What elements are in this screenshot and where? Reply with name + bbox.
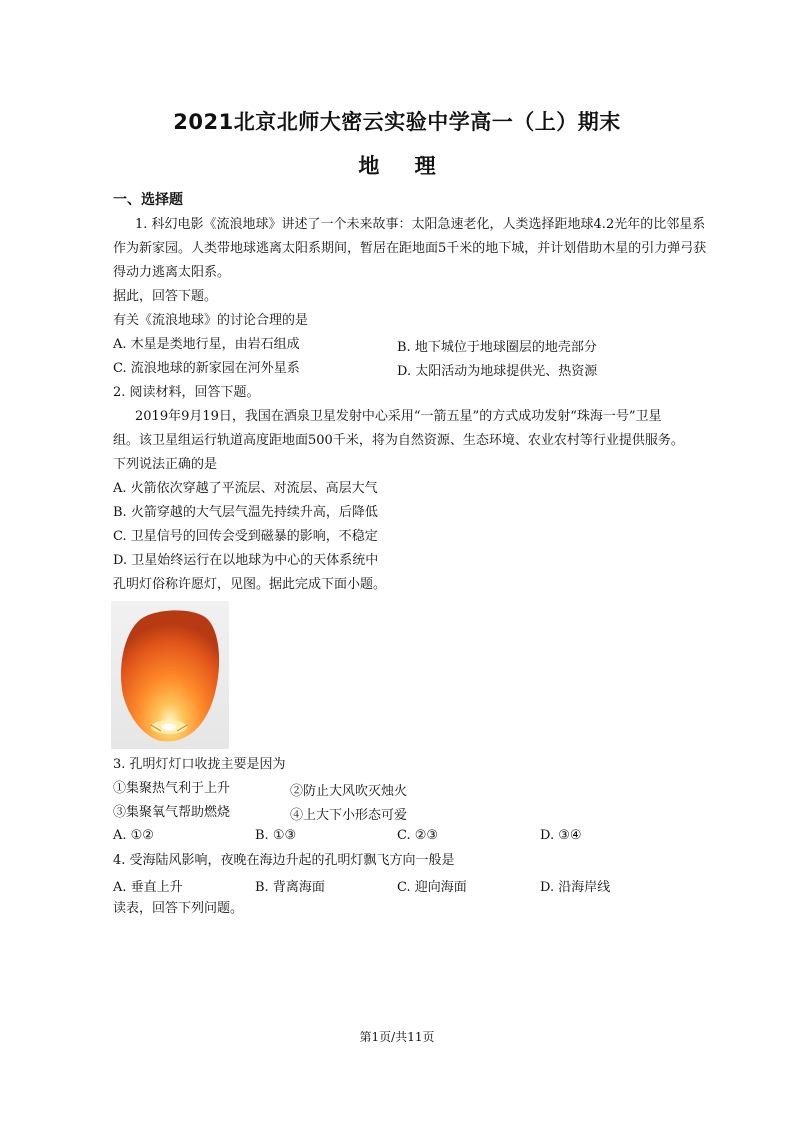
table-intro: 读表，回答下列问题。 xyxy=(113,901,244,916)
subject-title: 地 理 xyxy=(358,154,436,178)
q1-stem-line-1: 1. 科幻电影《流浪地球》讲述了一个未来故事：太阳急速老化，人类选择距地球4.2光年的比邻星系 xyxy=(135,217,706,232)
q1-option-c: C. 流浪地球的新家园在河外星系 xyxy=(113,361,300,376)
q3-option-d: D. ③④ xyxy=(540,828,582,843)
q2-material-line-1: 2019年9月19日，我国在酒泉卫星发射中心采用“一箭五星”的方式成功发射“珠海一号”卫星 xyxy=(135,409,662,424)
q3-item-3: ③集聚氧气帮助燃烧 xyxy=(113,805,231,820)
q4-question: 4. 受海陆风影响，夜晚在海边升起的孔明灯飘飞方向一般是 xyxy=(113,853,455,868)
q2-option-d: D. 卫星始终运行在以地球为中心的天体系统中 xyxy=(113,553,379,568)
section-heading: 一、选择题 xyxy=(113,192,183,208)
q4-option-d: D. 沿海岸线 xyxy=(540,880,611,895)
q1-option-d: D. 太阳活动为地球提供光、热资源 xyxy=(397,364,598,379)
q2-intro: 2. 阅读材料，回答下题。 xyxy=(113,385,260,400)
q3-option-b: B. ①③ xyxy=(255,828,297,843)
q4-option-a: A. 垂直上升 xyxy=(113,880,183,895)
q4-option-b: B. 背离海面 xyxy=(255,880,325,895)
q3-option-c: C. ②③ xyxy=(397,828,439,843)
lantern-intro: 孔明灯俗称许愿灯，见图。据此完成下面小题。 xyxy=(113,577,387,592)
page-number: 第1页/共11页 xyxy=(359,1030,435,1044)
q2-material-line-2: 组。该卫星组运行轨道高度距地面500千米，将为自然资源、生态环境、农业农村等行业提供服务。 xyxy=(113,433,684,448)
sky-lantern-image xyxy=(111,601,229,749)
q3-item-2: ②防止大风吹灭烛火 xyxy=(290,784,408,799)
q3-item-4: ④上大下小形态可爱 xyxy=(290,808,408,823)
q4-option-c: C. 迎向海面 xyxy=(397,880,467,895)
q2-option-b: B. 火箭穿越的大气层气温先持续升高，后降低 xyxy=(113,505,378,520)
q1-stem-line-3: 得动力逃离太阳系。 xyxy=(113,265,231,280)
q3-item-1: ①集聚热气利于上升 xyxy=(113,781,231,796)
q3-option-a: A. ①② xyxy=(113,828,154,843)
q3-question: 3. 孔明灯灯口收拢主要是因为 xyxy=(113,757,286,772)
q1-prompt: 据此，回答下题。 xyxy=(113,289,218,304)
q1-question: 有关《流浪地球》的讨论合理的是 xyxy=(113,313,309,328)
exam-title: 2021北京北师大密云实验中学高一（上）期末 xyxy=(173,110,621,134)
q2-option-a: A. 火箭依次穿越了平流层、对流层、高层大气 xyxy=(113,481,378,496)
q2-option-c: C. 卫星信号的回传会受到磁暴的影响，不稳定 xyxy=(113,529,378,544)
q1-option-a: A. 木星是类地行星，由岩石组成 xyxy=(113,337,300,352)
q1-stem-line-2: 作为新家园。人类带地球逃离太阳系期间，暂居在距地面5千米的地下城，并计划借助木星的引力弹弓获 xyxy=(113,241,707,256)
q2-question: 下列说法正确的是 xyxy=(113,457,218,472)
q1-option-b: B. 地下城位于地球圈层的地壳部分 xyxy=(397,340,597,355)
